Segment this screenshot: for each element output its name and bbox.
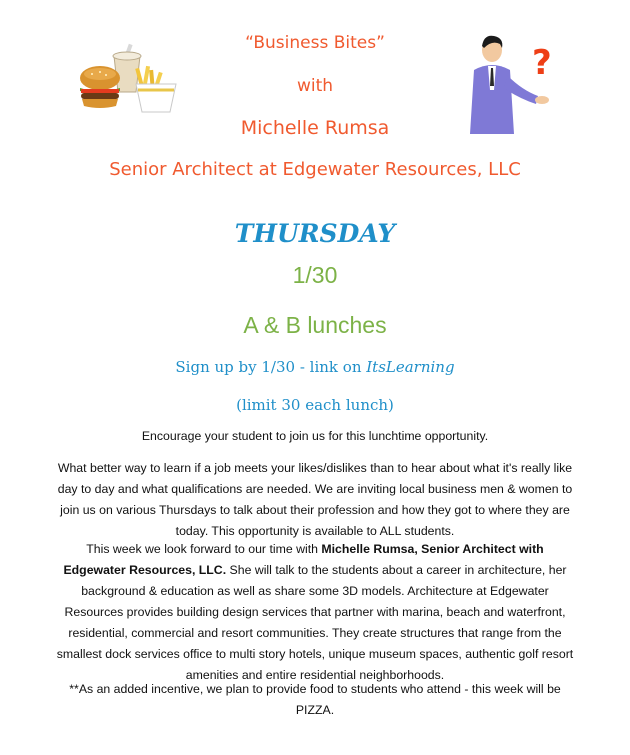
event-title: “Business Bites” [245,33,385,53]
paragraph-encourage: Encourage your student to join us for this lunchtime opportunity. [141,429,489,443]
speaker-intro: This week we look forward to our time with [86,542,322,556]
event-date: 1/30 [292,262,338,288]
speaker-role: Senior Architect at Edgewater Resources, LLC [109,159,521,180]
signup-line [0,358,630,376]
event-lunches: A & B lunches [243,312,387,338]
event-with: with [296,76,334,96]
speaker-details: She will talk to the students about a career in architecture, her background & education as well as share some 3D models. Architecture at Edgewater Resources provides building design services that partner with marina, beach and waterfront, residential, commercial and resort communities. They create structures that range from the smallest dock services office to multi story hotels, unique museum spaces, authentic golf resort amenities and entire residential neighborhoods. [56,563,574,682]
svg-text:?: ? [532,43,552,83]
event-day: THURSDAY [234,219,396,248]
speaker-name: Michelle Rumsa [240,117,390,139]
speaker-bold-name: Michelle Rumsa, Senior Architect with Edgewater Resources, LLC. [63,542,544,577]
paragraph-description: What better way to learn if a job meets your likes/dislikes than to hear about what it's really like day to day and what qualifications are needed. We are inviting local business men & women to join us on various Thursdays to talk about their profession and how they got to where they are today. This opportunity is available to ALL students. [57,461,573,538]
signup-text: Sign up by 1/30 - link on [175,358,367,376]
itslearning-link[interactable]: ItsLearning [366,358,455,376]
paragraph-speaker [55,539,575,686]
signup-limit: (limit 30 each lunch) [236,396,394,414]
paragraph-incentive: **As an added incentive, we plan to provide food to students who attend - this week will be PIZZA. [69,682,561,717]
